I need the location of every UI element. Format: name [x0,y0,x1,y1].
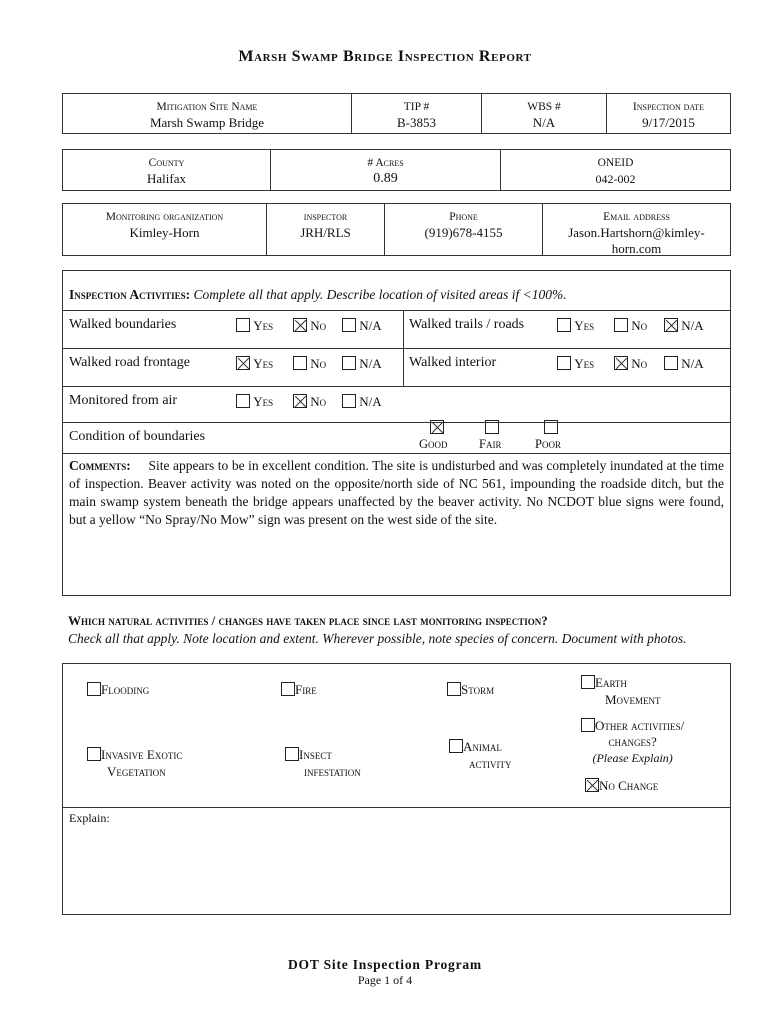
county-label: County [148,157,185,169]
county-cell [63,150,271,190]
inspector-value: JRH/RLS [300,225,351,240]
activities-heading-line [69,287,567,303]
phone-value: (919)678-4155 [424,225,503,240]
monitoring-table [62,203,731,256]
checkbox-icon[interactable] [614,318,628,332]
site-info-table [62,93,731,134]
condition-fair-label: Fair [479,437,502,451]
walked-interior-na[interactable]: N/A [664,356,704,372]
checkbox-icon[interactable] [236,394,250,408]
wbs-value: N/A [532,115,556,130]
walked-road-frontage-label: Walked road frontage [69,355,190,370]
site-name-label: Mitigation Site Name [156,101,258,113]
inspector-label: inspector [303,211,348,223]
checkbox-icon[interactable] [557,318,571,332]
tip-label: TIP # [403,101,430,113]
natural-activities-question: Which natural activities / changes have taken place since last monitoring inspection? [68,613,548,628]
inspection-date-cell [607,94,730,133]
org-cell [63,204,267,255]
other-activities-option[interactable]: Other activities/ changes? (Please Explain) [581,718,684,766]
footer-page-number: Page 1 of 4 [357,973,413,987]
animal-activity-option[interactable]: Animal activity [449,738,512,772]
fire-option[interactable]: Fire [281,682,317,698]
walked-boundaries-label: Walked boundaries [69,317,177,332]
oneid-cell [501,150,730,190]
walked-road-frontage-yes[interactable]: Yes [236,356,273,372]
natural-activities-instruction: Check all that apply. Note location and extent. Wherever possible, note species of concern. Document with photos. [68,631,687,646]
flooding-option[interactable]: Flooding [87,682,149,698]
email-cell [543,204,730,255]
checked-checkbox-icon[interactable] [236,356,250,370]
acres-cell [271,150,501,190]
monitored-from-air-label: Monitored from air [69,393,178,408]
walked-interior-yes[interactable]: Yes [557,356,594,372]
checkbox-icon[interactable] [342,318,356,332]
site-name-value: Marsh Swamp Bridge [149,115,265,130]
oneid-label: ONEID [597,157,634,169]
oneid-value: 042-002 [595,172,636,186]
no-change-option[interactable]: No Change [585,778,658,794]
footer-program: DOT Site Inspection Program [288,957,482,972]
walked-interior-label: Walked interior [409,355,497,370]
monitored-from-air-yes[interactable]: Yes [236,394,273,410]
activities-heading: Inspection Activities: [69,287,191,302]
invasive-exotic-vegetation-option[interactable]: Invasive Exotic Vegetation [87,746,182,780]
tip-value: B-3853 [397,115,436,130]
comments-label: Comments: [69,458,131,473]
tip-cell [352,94,482,133]
checkbox-icon[interactable] [87,682,101,696]
checkbox-icon[interactable] [293,356,307,370]
org-value: Kimley-Horn [129,225,200,240]
inspector-cell [267,204,385,255]
email-value-line1: Jason.Hartshorn@kimley- [568,225,705,240]
walked-trails-label: Walked trails / roads [409,317,525,332]
report-title: Marsh Swamp Bridge Inspection Report [238,48,532,65]
checkbox-icon[interactable] [87,747,101,761]
checkbox-icon[interactable] [557,356,571,370]
inspection-activities-box [62,270,731,596]
walked-interior-no[interactable]: No [614,356,647,372]
phone-cell [385,204,543,255]
storm-option[interactable]: Storm [447,682,494,698]
checkbox-icon[interactable] [581,718,595,732]
condition-poor-label: Poor [535,437,561,451]
checked-checkbox-icon[interactable] [293,394,307,408]
comments-text: Site appears to be in excellent condition. The site is undisturbed and was completely inundated at the time of inspection. Beaver activity was noted on the opposite/north side of NC 561, impounding the roadside ditch, but the main swamp system beneath the bridge appears unaffected by the beaver activity. No NCDOT blue signs were found, but a yellow “No Spray/No Mow” sign was present on the west side of the site. [69,458,724,527]
walked-boundaries-yes[interactable]: Yes [236,318,273,334]
walked-boundaries-na[interactable]: N/A [342,318,382,334]
activities-instruction: Complete all that apply. Describe location of visited areas if <100%. [193,287,567,302]
checkbox-icon[interactable] [236,318,250,332]
inspection-date-label: Inspection date [632,101,705,113]
condition-good-label: Good [419,437,448,451]
phone-label: Phone [449,211,478,223]
checked-checkbox-icon[interactable] [293,318,307,332]
monitored-from-air-no[interactable]: No [293,394,326,410]
walked-road-frontage-no[interactable]: No [293,356,326,372]
wbs-label: WBS # [527,101,561,113]
checkbox-icon[interactable] [281,682,295,696]
condition-of-boundaries-label: Condition of boundaries [69,429,206,444]
checked-checkbox-icon[interactable] [614,356,628,370]
natural-activities-box [62,663,731,915]
org-label: Monitoring organization [105,211,224,223]
acres-value: 0.89 [373,171,398,186]
walked-road-frontage-na[interactable]: N/A [342,356,382,372]
condition-good-checkbox-icon[interactable] [430,420,444,434]
condition-poor-checkbox-icon[interactable] [544,420,558,434]
inspection-date-value: 9/17/2015 [642,115,695,130]
comments-block [69,457,724,529]
insect-infestation-option[interactable]: Insect infestation [285,746,361,780]
checkbox-icon[interactable] [342,356,356,370]
earth-movement-option[interactable]: Earth Movement [581,674,661,708]
checkbox-icon[interactable] [285,747,299,761]
walked-trails-yes[interactable]: Yes [557,318,594,334]
walked-trails-no[interactable]: No [614,318,647,334]
checkbox-icon[interactable] [342,394,356,408]
monitored-from-air-na[interactable]: N/A [342,394,382,410]
walked-boundaries-no[interactable]: No [293,318,326,334]
county-value: Halifax [147,171,186,186]
email-label: Email address [603,211,670,223]
condition-fair-checkbox-icon[interactable] [485,420,499,434]
acres-label: # Acres [367,157,404,169]
natural-activities-question-block [68,612,718,648]
checkbox-icon[interactable] [664,356,678,370]
checkbox-icon[interactable] [449,739,463,753]
checkbox-icon[interactable] [581,675,595,689]
explain-label: Explain: [69,811,110,825]
checkbox-icon[interactable] [447,682,461,696]
site-name-cell [63,94,352,133]
wbs-cell [482,94,607,133]
walked-trails-na[interactable]: N/A [664,318,704,334]
county-table [62,149,731,191]
checked-checkbox-icon[interactable] [585,778,599,792]
email-value-line2: horn.com [611,241,662,256]
checked-checkbox-icon[interactable] [664,318,678,332]
